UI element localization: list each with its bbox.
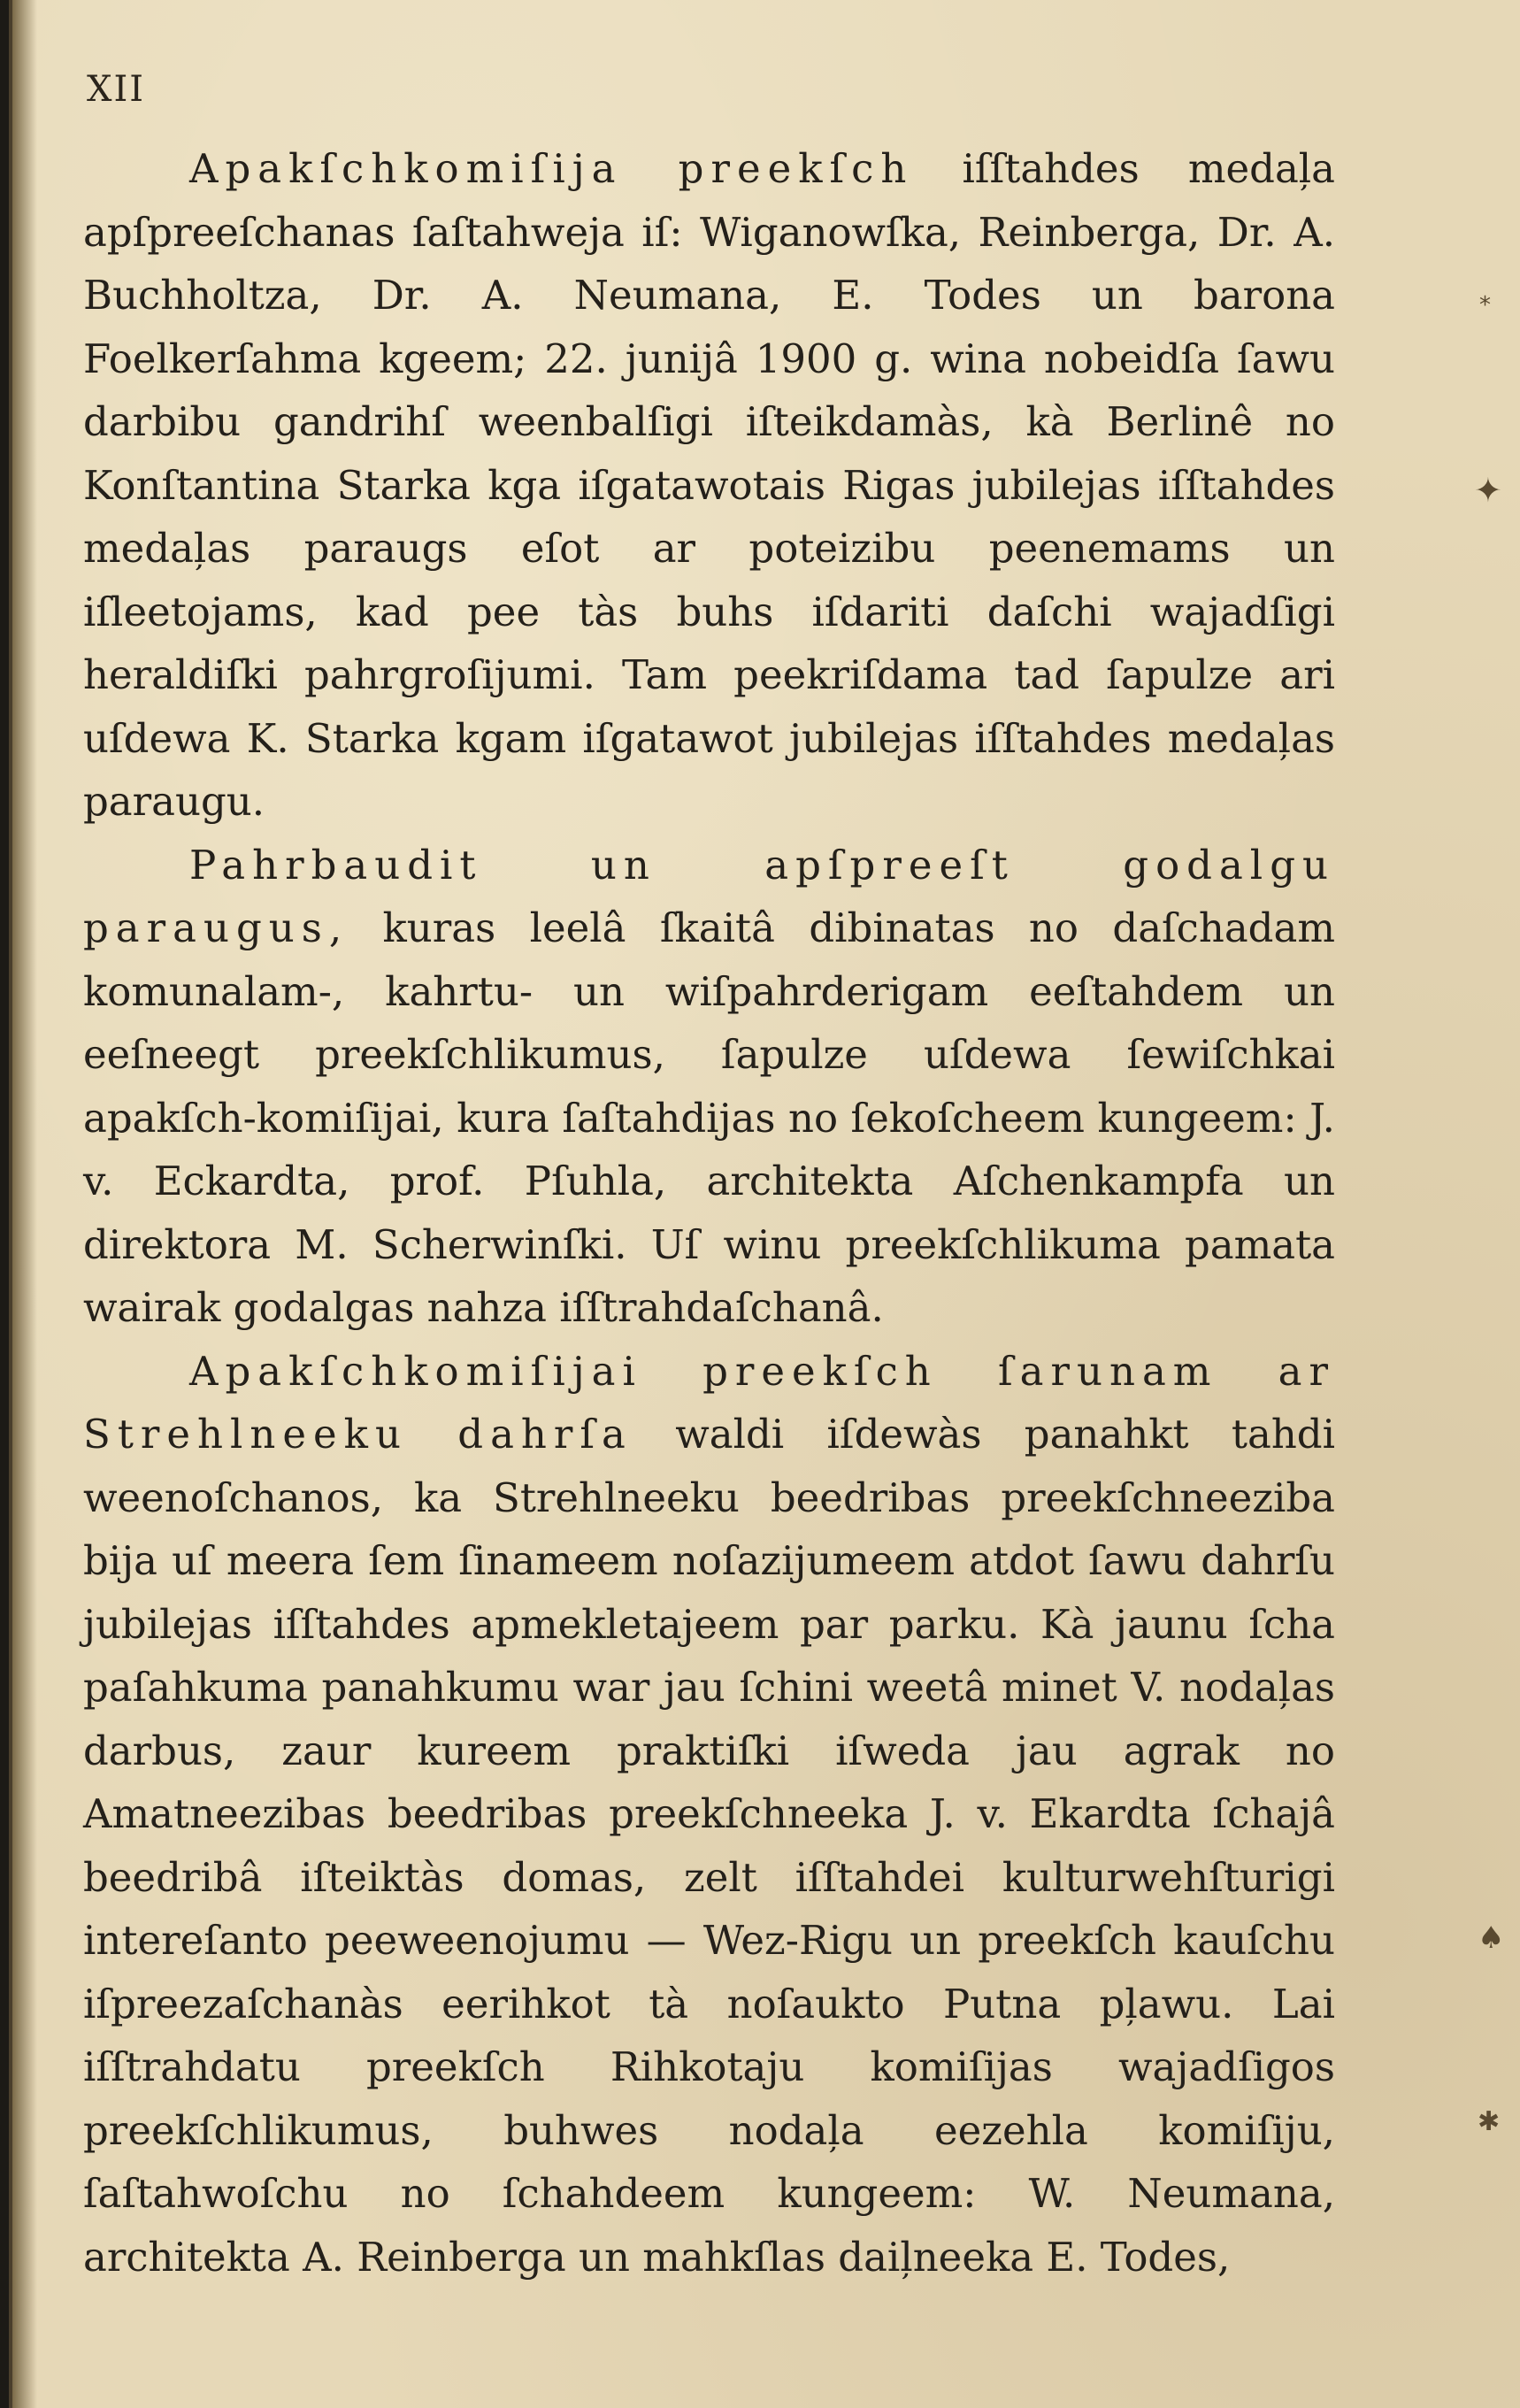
paragraph-2-body: kuras leelâ ſkaitâ dibinatas no daſchadam komunalam-, kahrtu- un wiſpahrderigam eeſtahdem un eeſneegt preekſchlikumus, ſapulze uſdewa ſewiſchkai apakſch-komiſijai, kura ſaſtahdijas no ſekoſcheem kungeem: J. v. Eckardta, prof. Pſuhla, architekta Aſchenkampfa un direktora M. Scherwinſki. Uſ winu preekſchlikuma pamata wairak godalgas nahza iſſtrahdaſchanâ. [83,904,1335,1331]
paragraph-1 [83,137,1335,834]
paragraph-1-lead: Apakſchkomiſija preekſch [189,145,914,192]
paragraph-1-body: iſſtahdes medaļa apſpreeſchanas ſaſtahweja iſ: Wiganowſka, Reinberga, Dr. A. Buchholtza, Dr. A. Neumana, E. Todes un barona Foelkerſahma kgeem; 22. junijâ 1900 g. wina nobeidſa ſawu darbibu gandrihſ weenbalſigi iſteikdamàs, kà Berlinê no Konſtantina Starka kga iſgatawotais Rigas jubilejas iſſtahdes medaļas paraugs eſot ar poteizibu peenemams un iſleetojams, kad pee tàs buhs iſdariti daſchi wajadſigi heraldiſki pahrgroſijumi. Tam peekriſdama tad ſapulze ari uſdewa K. Starka kgam iſgatawot jubilejas iſſtahdes medaļas paraugu. [83,145,1335,825]
page-number: XII [87,69,146,110]
margin-ink-mark: ♠ [1478,1920,1505,1956]
margin-ink-mark: ⁎ [1479,285,1491,312]
paragraph-3-body: waldi iſdewàs panahkt tahdi weenoſchanos, ka Strehlneeku beedribas preekſchneeziba bija uſ meera ſem ſinameem noſazijumeem atdot ſawu dahrſu jubilejas iſſtahdes apmekletajeem par parku. Kà jaunu ſcha paſahkuma panahkumu war jau ſchini weetâ minet V. nodaļas darbus, zaur kureem praktiſki iſweda jau agrak no Amatneezibas beedribas preekſchneeka J. v. Ekardta ſchajâ beedribâ iſteiktàs domas, zelt iſſtahdei kulturwehſturigi intereſanto peeweenojumu — Wez-Rigu un preekſch kauſchu iſpreezaſchanàs eerihkot tà noſaukto Putna pļawu. Lai iſſtrahdatu preekſch Rihkotaju komiſijas wajadſigos preekſchlikumus, buhwes nodaļa eezehla komiſiju, ſaſtahwoſchu no ſchahdeem kungeem: W. Neumana, architekta A. Reinberga un mahkſlas daiļneeka E. Todes, [83,1411,1336,2281]
margin-ink-mark: ✱ [1478,2106,1501,2137]
paragraph-3-lead: Apakſchkomiſijai preekſch ſarunam ar Strehlneeku dahrſa [83,1347,1335,1458]
book-page [9,0,1520,2408]
paragraph-3 [83,1340,1335,2289]
body-text [83,137,1335,2289]
page-spine-shadow [12,0,37,2408]
paragraph-2 [83,834,1335,1340]
margin-ink-mark: ✦ [1474,471,1502,510]
paragraph-2-lead: Pahrbaudit un apſpreeſt godalgu paraugus, [83,841,1335,951]
